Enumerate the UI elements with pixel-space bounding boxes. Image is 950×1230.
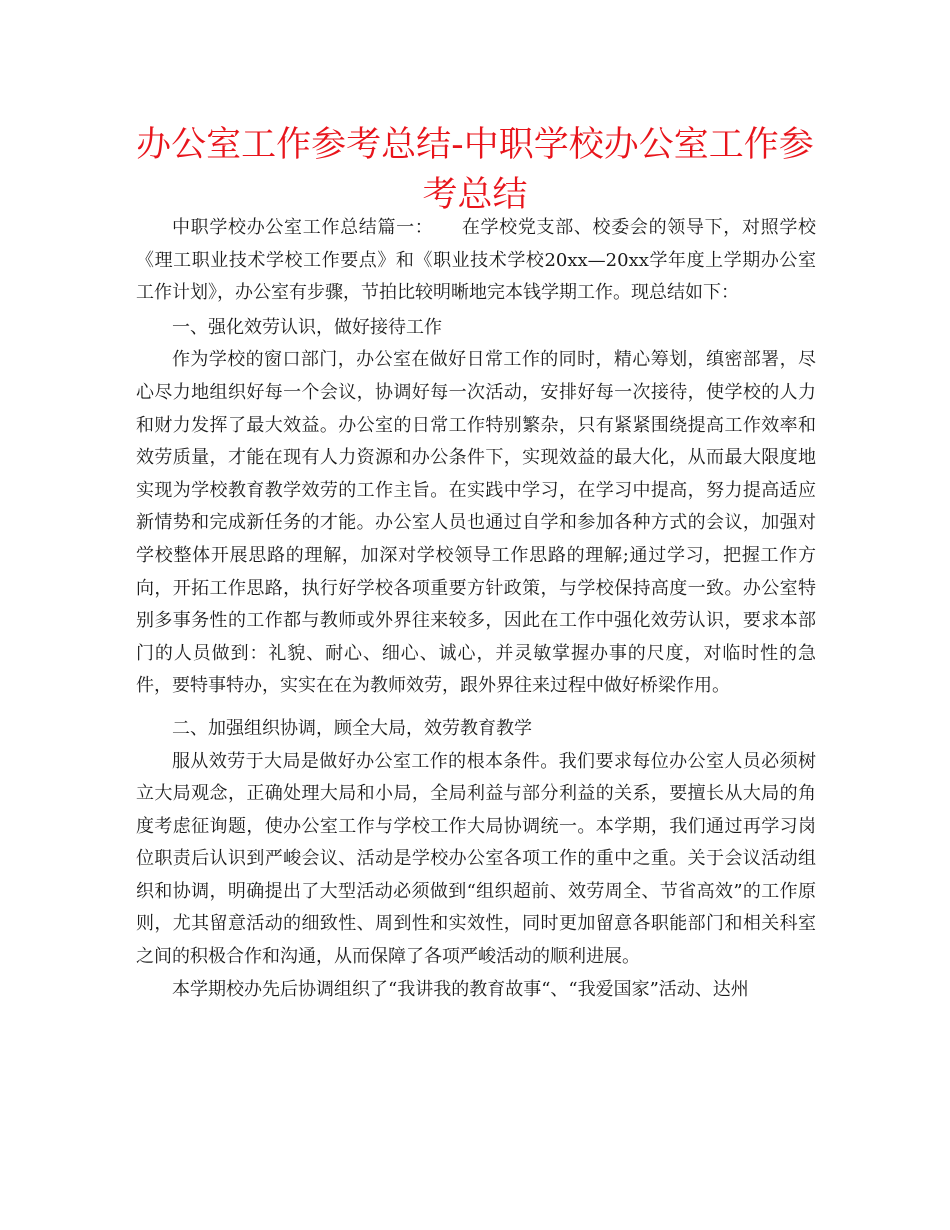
paragraph-activities: 本学期校办先后协调组织了“我讲我的教育故事“、“我爱国家”活动、达州 bbox=[172, 978, 749, 1000]
paragraph-section-1: 作为学校的窗口部门，办公室在做好日常工作的同时，精心筹划，缜密部署，尽心尽力地组织好每一个会议，协调好每一次活动，安排好每一次接待，使学校的人力和财力发挥了最大效益。办公室的日常工作特别繁杂，只有紧紧围绕提高工作效率和效劳质量，才能在现有人力资源和办公条件下，实现效益的最大化，从而最大限度地实现为学校教育教学效劳的工作主旨。在实践中学习，在学习中提高，努力提高适应新情势和完成新任务的才能。办公室人员也通过自学和参加各种方式的会议，加强对学校整体开展思路的理解，加深对学校领导工作思路的理解;通过学习，把握工作方向，开拓工作思路，执行好学校各项重要方针政策，与学校保持高度一致。办公室特别多事务性的工作都与教师或外界往来较多，因此在工作中强化效劳认识，要求本部门的人员做到：礼貌、耐心、细心、诚心，并灵敏掌握办事的尺度，对临时性的急件，要特事特办，实实在在为教师效劳，跟外界往来过程中做好桥梁作用。 bbox=[136, 349, 816, 697]
section-heading-1: 一、强化效劳认识，做好接待工作 bbox=[172, 316, 442, 338]
document-title: 办公室工作参考总结-中职学校办公室工作参考总结 bbox=[136, 125, 814, 215]
section-heading-2: 二、加强组织协调，顾全大局，效劳教育教学 bbox=[172, 717, 532, 739]
paragraph-intro: 中职学校办公室工作总结篇一： 在学校党支部、校委会的领导下，对照学校《理工职业技术学校工作要点》和《职业技术学校20xx—20xx学年度上学期办公室工作计划》，办公室有步骤，节拍比较明晰地完本钱学期工作。现总结如下： bbox=[136, 217, 816, 304]
paragraph-section-2: 服从效劳于大局是做好办公室工作的根本条件。我们要求每位办公室人员必须树立大局观念，正确处理大局和小局，全局利益与部分利益的关系，要擅长从大局的角度考虑征询题，使办公室工作与学校工作大局协调统一。本学期，我们通过再学习岗位职责后认识到严峻会议、活动是学校办公室各项工作的重中之重。关于会议活动组织和协调，明确提出了大型活动必须做到“组织超前、效劳周全、节省高效”的工作原则，尤其留意活动的细致性、周到性和实效性，同时更加留意各职能部门和相关科室之间的积极合作和沟通，从而保障了各项严峻活动的顺利进展。 bbox=[136, 750, 816, 968]
document-body bbox=[136, 212, 816, 1006]
